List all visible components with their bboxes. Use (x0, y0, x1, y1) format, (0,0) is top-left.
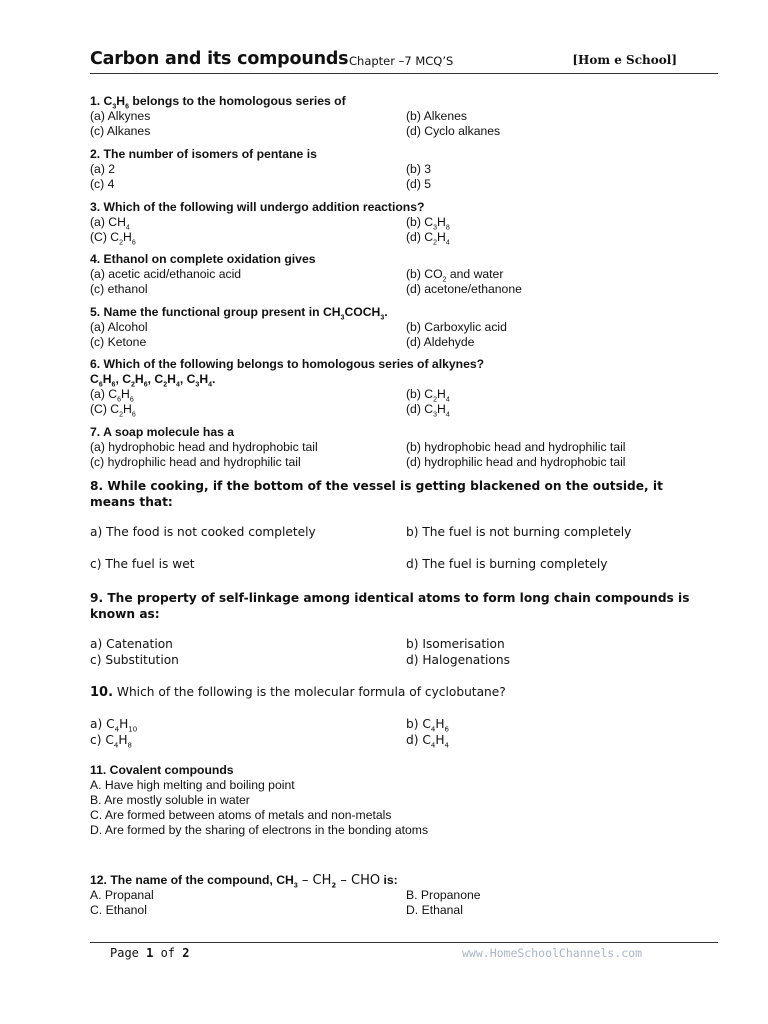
option-c: (C) $C_2H_6$ (90, 402, 136, 419)
option-b: (b) 3 (406, 162, 432, 176)
option-row (90, 636, 720, 651)
option-c: (C) $C_2H_6$ (90, 230, 136, 247)
question-6-formulas: $C_6H_6$, $C_2H_6$, $C_2H_4$, $C_3H_4$. (90, 372, 216, 389)
option-row (90, 732, 720, 750)
option-a: (a) Alkynes (90, 109, 151, 123)
question-8-text-cont: means that: (90, 495, 173, 509)
option-a: (a) $C_6H_6$ (90, 387, 134, 404)
website-link[interactable]: www.HomeSchoolChannels.com (462, 946, 643, 960)
option-d: (d) Cyclo alkanes (406, 124, 501, 138)
option-c: c) $C_4H_8$ (90, 733, 132, 750)
option-a: (a) 2 (90, 162, 116, 176)
option-d: D. Are formed by the sharing of electrons in the bonding atoms (90, 823, 429, 837)
question-10-text: 10. Which of the following is the molecular formula of cyclobutane? (90, 685, 506, 700)
option-b: (b) $CO_2$ and water (406, 267, 504, 284)
option-c: (c) Alkanes (90, 124, 151, 138)
page-header (90, 46, 718, 74)
option-b: b) $C_4H_6$ (406, 717, 449, 734)
option-b: b) Isomerisation (406, 637, 505, 651)
option-c: (c) Ketone (90, 335, 147, 349)
option-a: A. Propanal (90, 888, 154, 902)
question-9 (90, 590, 720, 667)
option-c: c) Substitution (90, 653, 179, 667)
question-11 (90, 763, 720, 838)
option-row (90, 716, 720, 734)
question-7 (90, 425, 720, 470)
option-row (90, 888, 720, 903)
option-row (90, 109, 720, 124)
option-c: (c) 4 (90, 177, 115, 191)
question-2-text: 2. The number of isomers of pentane is (90, 147, 317, 161)
chapter-label: Chapter –7 MCQ’S (349, 54, 454, 68)
option-d: (d) Aldehyde (406, 335, 475, 349)
option-a: (a) acetic acid/ethanoic acid (90, 267, 242, 281)
option-d: (d) acetone/ethanone (406, 282, 522, 296)
option-b: b) The fuel is not burning completely (406, 525, 632, 539)
option-row (90, 162, 720, 177)
question-9-text-cont: known as: (90, 607, 160, 621)
question-1 (90, 94, 720, 139)
option-d: (d) hydrophilic head and hydrophobic tail (406, 455, 626, 469)
option-c: c) The fuel is wet (90, 557, 195, 571)
question-12 (90, 873, 720, 918)
page-number: Page 1 of 2 (110, 946, 190, 960)
option-d: d) Halogenations (406, 653, 510, 667)
option-row (90, 230, 720, 245)
option-b: (b) hydrophobic head and hydrophilic tail (406, 440, 626, 454)
question-6 (90, 357, 720, 417)
option-a: (a) $CH_4$ (90, 215, 130, 232)
option-d: (d) 5 (406, 177, 432, 191)
option-d: d) $C_4H_4$ (406, 733, 449, 750)
option-c: C. Ethanol (90, 903, 147, 917)
option-row (90, 177, 720, 192)
question-5-text: 5. Name the functional group present in $CH_3COCH_3$. (90, 305, 388, 322)
option-a: a) $C_4H_{10}$ (90, 717, 138, 734)
question-5 (90, 305, 720, 350)
option-row (90, 556, 720, 571)
option-b: (b) $C_3H_8$ (406, 215, 450, 232)
option-c: (c) hydrophilic head and hydrophilic tail (90, 455, 301, 469)
option-b: (b) Carboxylic acid (406, 320, 507, 334)
option-b: B. Are mostly soluble in water (90, 793, 250, 807)
option-c: (c) ethanol (90, 282, 148, 296)
header-divider (90, 73, 718, 74)
option-b: B. Propanone (406, 888, 481, 902)
question-11-text: 11. Covalent compounds (90, 763, 234, 777)
option-row (90, 455, 720, 470)
option-d: (d) $C_3H_4$ (406, 402, 450, 419)
page-title: Carbon and its compounds (90, 49, 349, 69)
option-row (90, 124, 720, 139)
question-3-text: 3. Which of the following will undergo addition reactions? (90, 200, 425, 214)
option-d: D. Ethanal (406, 903, 463, 917)
option-row (90, 282, 720, 297)
option-row (90, 524, 720, 539)
question-4-text: 4. Ethanol on complete oxidation gives (90, 252, 316, 266)
option-row (90, 267, 720, 282)
question-3 (90, 200, 720, 245)
option-d: (d) $C_2H_4$ (406, 230, 450, 247)
footer-divider (90, 942, 718, 943)
question-8 (90, 478, 720, 571)
question-2 (90, 147, 720, 192)
question-7-text: 7. A soap molecule has a (90, 425, 235, 439)
option-row (90, 387, 720, 402)
question-6-text: 6. Which of the following belongs to homologous series of alkynes? (90, 357, 485, 371)
option-a: (a) Alcohol (90, 320, 148, 334)
option-row (90, 903, 720, 918)
option-b: (b) Alkenes (406, 109, 467, 123)
option-row (90, 215, 720, 230)
option-c: C. Are formed between atoms of metals and non-metals (90, 808, 392, 822)
question-9-text: 9. The property of self-linkage among identical atoms to form long chain compounds is (90, 591, 690, 605)
option-a: a) The food is not cooked completely (90, 525, 316, 539)
question-12-text: 12. The name of the compound, $CH_3 - CH_2$ – CHO is: (90, 873, 398, 890)
question-8-text: 8. While cooking, if the bottom of the vessel is getting blackened on the outside, it (90, 479, 663, 493)
option-a: A. Have high melting and boiling point (90, 778, 295, 792)
option-row (90, 652, 720, 667)
question-4 (90, 252, 720, 297)
option-a: a) Catenation (90, 637, 173, 651)
option-b: (b) $C_2H_4$ (406, 387, 450, 404)
school-label: [Hom e School] (572, 53, 677, 67)
option-a: (a) hydrophobic head and hydrophobic tail (90, 440, 318, 454)
option-row (90, 320, 720, 335)
option-row (90, 402, 720, 417)
option-d: d) The fuel is burning completely (406, 557, 608, 571)
option-row (90, 335, 720, 350)
question-1-text: 1. $C_3H_6$ belongs to the homologous series of (90, 94, 346, 111)
question-10 (90, 684, 720, 750)
option-row (90, 440, 720, 455)
